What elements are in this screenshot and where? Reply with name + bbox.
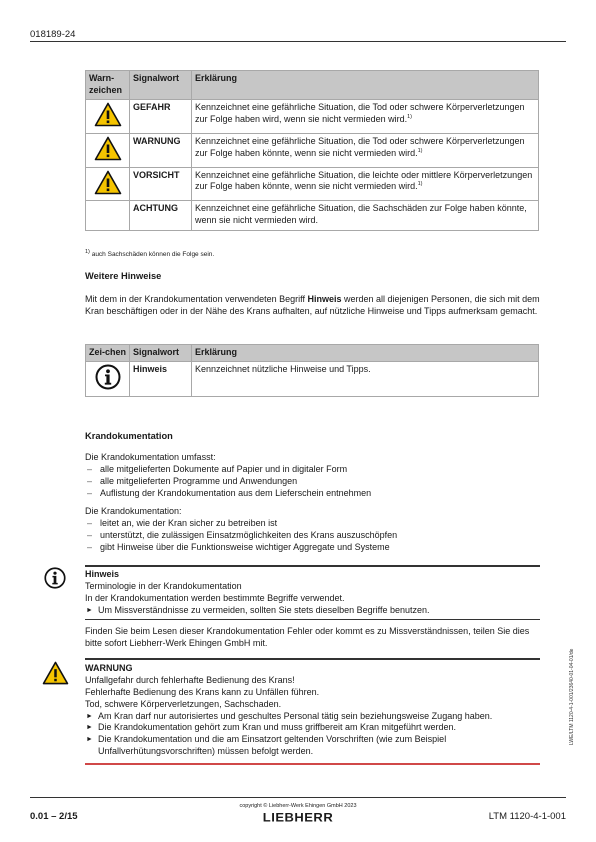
list-item: – alle mitgelieferten Dokumente auf Papier und in digitaler Form	[85, 464, 540, 476]
column-header-erklaerung: Erklärung	[192, 71, 539, 100]
hinweis-bottom-rule	[85, 619, 540, 620]
notice-title: Hinweis	[85, 569, 120, 579]
column-header-erklaerung: Erklärung	[192, 345, 539, 362]
column-header-signalwort: Signalwort	[130, 71, 192, 100]
warnung-bottom-rule	[85, 763, 540, 765]
info-circle-icon	[95, 364, 121, 390]
signal-word: WARNUNG	[130, 133, 192, 167]
notice-line: Fehlerhafte Bedienung des Krans kann zu Unfällen führen.	[85, 686, 320, 697]
side-document-code: LWE/LTM 1120-4-1-001/23640-01-04-01/de	[569, 648, 575, 745]
notice-action: ► Um Missverständnisse zu vermeiden, sollten Sie stets dieselben Begriffe benutzen.	[85, 605, 540, 617]
table-header-row	[86, 345, 539, 362]
krandoku-block-1	[85, 452, 540, 500]
hinweis-notice	[85, 569, 540, 617]
info-circle-icon	[44, 567, 66, 589]
explanation-cell: Kennzeichnet eine gefährliche Situation, die Tod oder schwere Körperverletzungen zur Folge haben könnte, wenn sie nicht vermieden wird.$^{1)}$	[192, 133, 539, 167]
signal-word: VORSICHT	[130, 167, 192, 201]
notice-line: In der Krandokumentation werden bestimmte Begriffe verwendet.	[85, 592, 345, 603]
table-row	[86, 167, 539, 201]
explanation-cell: Kennzeichnet eine gefährliche Situation, die Sachschäden zur Folge haben könnte, wenn sie nicht vermieden wird.	[192, 201, 539, 231]
document-code: 018189-24	[30, 29, 76, 40]
signal-word: GEFAHR	[130, 99, 192, 133]
footer-divider	[30, 797, 566, 798]
footnote: $^{1)}$ auch Sachschäden können die Folge sein.	[85, 249, 215, 259]
table-row	[86, 201, 539, 231]
notice-action: ► Die Krandokumentation gehört zum Kran und muss griffbereit am Kran mitgeführt werden.	[85, 722, 540, 734]
warning-triangle-icon	[94, 136, 122, 161]
notice-line: Tod, schwere Körperverletzungen, Sachschaden.	[85, 698, 282, 709]
signal-word-table	[85, 70, 539, 231]
list-item: – leitet an, wie der Kran sicher zu betreiben ist	[85, 518, 540, 530]
notice-line: Unfallgefahr durch fehlerhafte Bedienung des Krans!	[85, 674, 295, 685]
explanation-cell: Kennzeichnet eine gefährliche Situation, die leichte oder mittlere Körperverletzungen zur Folge haben könnte, wenn sie nicht vermieden wird.$^{1)}$	[192, 167, 539, 201]
krandoku-block-2	[85, 506, 540, 554]
list-item: – gibt Hinweise über die Funktionsweise wichtiger Aggregate und Systeme	[85, 542, 540, 554]
header-divider	[30, 41, 566, 42]
signal-word: ACHTUNG	[130, 201, 192, 231]
krandoku-list	[85, 464, 540, 500]
column-header-zeichen: Zei-chen	[86, 345, 130, 362]
explanation-cell: Kennzeichnet eine gefährliche Situation, die Tod oder schwere Körperverletzungen zur Folge haben wird, wenn sie nicht vermieden wird.$^{1)}$	[192, 99, 539, 133]
krandoku-intro: Die Krandokumentation:	[85, 506, 182, 516]
table-row	[86, 99, 539, 133]
table-header-row	[86, 71, 539, 100]
signal-word: Hinweis	[130, 361, 192, 396]
warnung-notice	[85, 663, 540, 758]
warning-triangle-icon	[94, 102, 122, 127]
liebherr-logo: LIEBHERR	[262, 810, 334, 825]
error-report-paragraph: Finden Sie beim Lesen dieser Krandokumentation Fehler oder kommt es zu Missverständnissen, teilen Sie dies bitte sofort Liebherr-Werk Ehingen GmbH mit.	[85, 626, 530, 648]
column-header-warnzeichen: Warn-zeichen	[86, 71, 130, 100]
notice-title: WARNUNG	[85, 663, 133, 673]
page-number: 0.01 – 2/15	[30, 811, 78, 822]
notice-line: Terminologie in der Krandokumentation	[85, 580, 242, 591]
section-heading-weitere-hinweise: Weitere Hinweise	[85, 271, 162, 281]
notice-action: ► Am Kran darf nur autorisiertes und geschultes Personal tätig sein beziehungsweise Zugang haben.	[85, 711, 540, 723]
table-row	[86, 361, 539, 396]
list-item: – unterstützt, die zulässigen Einsatzmöglichkeiten des Krans auszuschöpfen	[85, 530, 540, 542]
list-item: – alle mitgelieferten Programme und Anwendungen	[85, 476, 540, 488]
hint-signal-table	[85, 344, 539, 397]
weitere-hinweise-paragraph: Mit dem in der Krandokumentation verwendeten Begriff Hinweis werden all diejenigen Personen, die sich mit dem Kran beschäftigen oder in der Nähe des Krans aufhalten, auf nützliche Hinweise und Tipps aufmerksam gemacht.	[85, 294, 540, 316]
explanation-cell: Kennzeichnet nützliche Hinweise und Tipps.	[192, 361, 539, 396]
krandoku-intro: Die Krandokumentation umfasst:	[85, 452, 216, 462]
list-item: – Auflistung der Krandokumentation aus dem Lieferschein entnehmen	[85, 488, 540, 500]
table-row	[86, 133, 539, 167]
hinweis-top-rule	[85, 565, 540, 567]
section-heading-krandokumentation: Krandokumentation	[85, 431, 173, 441]
warnung-top-rule	[85, 658, 540, 660]
warning-triangle-icon	[94, 170, 122, 195]
krandoku-list	[85, 518, 540, 554]
notice-action: ► Die Krandokumentation und die am Einsatzort geltenden Vorschriften (wie zum Beispiel Unfallverhütungsvorschriften) müssen befolgt werden.	[85, 734, 540, 758]
document-id: LTM 1120-4-1-001	[488, 811, 566, 822]
column-header-signalwort: Signalwort	[130, 345, 192, 362]
warning-triangle-icon	[42, 661, 69, 685]
copyright-text: copyright © Liebherr-Werk Ehingen GmbH 2023	[239, 803, 357, 809]
